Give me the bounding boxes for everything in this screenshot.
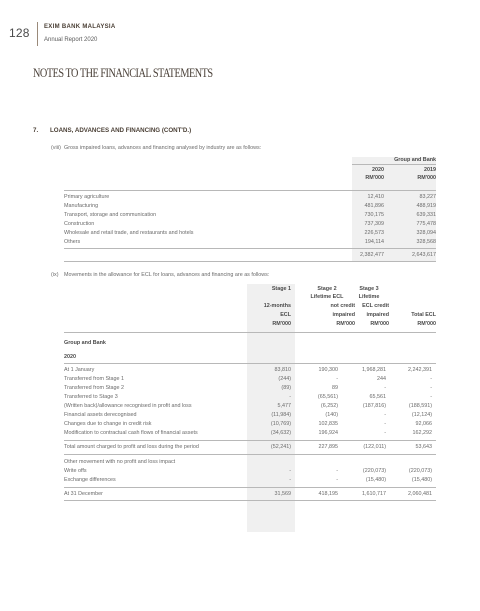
cell-2020: 194,114 bbox=[364, 239, 384, 245]
cell-stage1: - bbox=[289, 394, 291, 400]
cell-stage1: (34,632) bbox=[270, 430, 291, 436]
cell-stage2: 102,835 bbox=[318, 421, 338, 427]
column-year: 2019 bbox=[424, 167, 436, 173]
closing-rule bbox=[64, 487, 436, 488]
table-ix-caption bbox=[51, 272, 269, 278]
column-unit: RM'000 bbox=[365, 175, 384, 181]
cell-total: - bbox=[430, 385, 432, 391]
cell-stage2: 190,300 bbox=[318, 367, 338, 373]
table-ix-roman: (ix) bbox=[51, 272, 59, 278]
cell-stage1: (11,984) bbox=[271, 412, 291, 418]
row-label: Transferred from Stage 2 bbox=[64, 385, 125, 391]
column-year: 2020 bbox=[372, 167, 384, 173]
stage3-header-line: ECL credit bbox=[362, 303, 389, 309]
subtotal-stage2: 227,895 bbox=[318, 444, 338, 450]
row-label: Changes due to change in credit risk bbox=[64, 421, 152, 427]
subtotal-total: 53,643 bbox=[415, 444, 432, 450]
cell-total: 2,242,391 bbox=[408, 367, 432, 373]
table-viii-caption bbox=[51, 145, 261, 151]
cell-stage2: (6,252) bbox=[320, 403, 338, 409]
cell-total: (220,073) bbox=[408, 468, 432, 474]
cell-2019: 639,331 bbox=[416, 212, 436, 218]
subtotal-label: Total amount charged to profit and loss during the period bbox=[64, 444, 199, 450]
subtotal-rule bbox=[64, 440, 436, 441]
cell-stage2: 89 bbox=[332, 385, 338, 391]
cell-2019: 328,568 bbox=[416, 239, 436, 245]
cell-stage3: 244 bbox=[377, 376, 386, 382]
row-label: Construction bbox=[64, 221, 95, 227]
stage2-header-line: not credit bbox=[330, 303, 355, 309]
cell-stage1: 83,810 bbox=[274, 367, 291, 373]
row-label: Others bbox=[64, 239, 81, 245]
cell-stage3: 1,968,281 bbox=[362, 367, 386, 373]
row-label: Financial assets derecognised bbox=[64, 412, 137, 418]
header-divider bbox=[37, 22, 38, 46]
row-label: Primary agriculture bbox=[64, 194, 110, 200]
stage1-header-line: RM'000 bbox=[272, 321, 291, 327]
total-ecl-header-line: Total ECL bbox=[411, 312, 436, 318]
cell-total: (12,124) bbox=[411, 412, 432, 418]
total-2019: 2,643,617 bbox=[412, 252, 436, 258]
cell-stage1: 5,477 bbox=[277, 403, 291, 409]
cell-2020: 226,573 bbox=[364, 230, 384, 236]
table-rule bbox=[64, 190, 436, 191]
bank-name: EXIM BANK MALAYSIA bbox=[44, 24, 116, 30]
cell-stage2: - bbox=[336, 468, 338, 474]
cell-2020: 730,175 bbox=[364, 212, 384, 218]
cell-stage3: (15,480) bbox=[365, 477, 386, 483]
note-heading bbox=[33, 127, 191, 134]
row-label: Write offs bbox=[64, 468, 87, 474]
cell-2019: 775,478 bbox=[416, 221, 436, 227]
cell-total: - bbox=[430, 394, 432, 400]
group-and-bank-header: Group and Bank bbox=[394, 157, 436, 163]
row-label: (Written back)/allowance recognised in profit and loss bbox=[64, 403, 192, 409]
cell-2020: 12,410 bbox=[367, 194, 384, 200]
cell-stage3: 65,561 bbox=[369, 394, 386, 400]
cell-stage3: - bbox=[384, 421, 386, 427]
total-bottom-rule bbox=[64, 261, 436, 262]
page-number: 128 bbox=[9, 26, 30, 40]
cell-total: 162,292 bbox=[412, 430, 432, 436]
cell-2020: 481,896 bbox=[364, 203, 384, 209]
stage3-header-line: RM'000 bbox=[370, 321, 389, 327]
cell-stage2: (140) bbox=[325, 412, 338, 418]
cell-stage3: (220,073) bbox=[362, 468, 386, 474]
closing-label: At 31 December bbox=[64, 491, 103, 497]
row-label: Transferred from Stage 1 bbox=[64, 376, 125, 382]
closing-stage2: 418,195 bbox=[318, 491, 338, 497]
year-label: 2020 bbox=[64, 354, 76, 360]
section-title: NOTES TO THE FINANCIAL STATEMENTS bbox=[33, 66, 213, 80]
subtotal-stage1: (52,241) bbox=[270, 444, 291, 450]
stage3-header-line: impaired bbox=[366, 312, 389, 318]
cell-stage2: (65,561) bbox=[317, 394, 338, 400]
row-label: At 1 January bbox=[64, 367, 95, 373]
table-rule bbox=[64, 363, 436, 364]
cell-total: - bbox=[430, 376, 432, 382]
subtotal-stage3: (122,011) bbox=[363, 444, 386, 450]
stage3-header-line: Lifetime bbox=[358, 294, 380, 300]
cell-stage3: (187,816) bbox=[362, 403, 386, 409]
stage3-header-line: Stage 3 bbox=[359, 286, 379, 292]
group-label: Group and Bank bbox=[64, 340, 106, 346]
cell-stage2: - bbox=[336, 376, 338, 382]
cell-2019: 83,227 bbox=[419, 194, 436, 200]
column-unit: RM'000 bbox=[417, 175, 436, 181]
cell-2020: 737,309 bbox=[364, 221, 384, 227]
total-rule bbox=[64, 248, 436, 249]
other-movement-label: Other movement with no profit and loss impact bbox=[64, 459, 176, 465]
cell-stage1: - bbox=[289, 477, 291, 483]
table-ix-caption-text: Movements in the allowance for ECL for loans, advances and financing are as follows: bbox=[64, 272, 270, 278]
closing-bottom-rule bbox=[64, 500, 436, 501]
note-number: 7. bbox=[33, 127, 39, 134]
stage2-header-line: Lifetime ECL bbox=[310, 294, 344, 300]
subtotal-bottom-rule bbox=[64, 454, 436, 455]
total-2020: 2,382,477 bbox=[360, 252, 384, 258]
row-label: Manufacturing bbox=[64, 203, 99, 209]
total-ecl-header-line: RM'000 bbox=[417, 321, 436, 327]
stage2-header-line: RM'000 bbox=[336, 321, 355, 327]
row-label: Modification to contractual cash flows of financial assets bbox=[64, 430, 198, 436]
cell-stage2: 196,924 bbox=[318, 430, 338, 436]
row-label: Wholesale and retail trade, and restaurants and hotels bbox=[64, 230, 194, 236]
table-viii-caption-text: Gross impaired loans, advances and financing analysed by industry are as follows: bbox=[64, 145, 262, 151]
cell-total: (15,480) bbox=[411, 477, 432, 483]
cell-stage1: (244) bbox=[278, 376, 291, 382]
note-title: LOANS, ADVANCES AND FINANCING (CONT'D.) bbox=[50, 127, 192, 134]
closing-stage1: 31,569 bbox=[274, 491, 291, 497]
table-rule bbox=[64, 332, 436, 333]
stage2-header-line: Stage 2 bbox=[317, 286, 337, 292]
closing-total: 2,060,481 bbox=[408, 491, 432, 497]
cell-stage3: - bbox=[384, 412, 386, 418]
cell-stage3: - bbox=[384, 385, 386, 391]
cell-2019: 488,919 bbox=[416, 203, 436, 209]
row-label: Exchange differences bbox=[64, 477, 116, 483]
row-label: Transferred to Stage 3 bbox=[64, 394, 118, 400]
stage2-header-line: impaired bbox=[332, 312, 355, 318]
cell-stage3: - bbox=[384, 430, 386, 436]
closing-stage3: 1,610,717 bbox=[362, 491, 386, 497]
stage1-header-line: ECL bbox=[280, 312, 291, 318]
cell-stage1: - bbox=[289, 468, 291, 474]
cell-stage1: (10,769) bbox=[270, 421, 291, 427]
stage1-header-line: Stage 1 bbox=[271, 286, 291, 292]
stage1-header-line: 12-months bbox=[263, 303, 291, 309]
report-title: Annual Report 2020 bbox=[44, 37, 98, 43]
cell-total: 92,066 bbox=[415, 421, 432, 427]
row-label: Transport, storage and communication bbox=[64, 212, 157, 218]
table-viii-roman: (viii) bbox=[51, 145, 61, 151]
header-rule bbox=[352, 164, 436, 165]
cell-2019: 328,094 bbox=[416, 230, 436, 236]
cell-total: (188,591) bbox=[408, 403, 432, 409]
cell-stage2: - bbox=[336, 477, 338, 483]
cell-stage1: (89) bbox=[281, 385, 291, 391]
